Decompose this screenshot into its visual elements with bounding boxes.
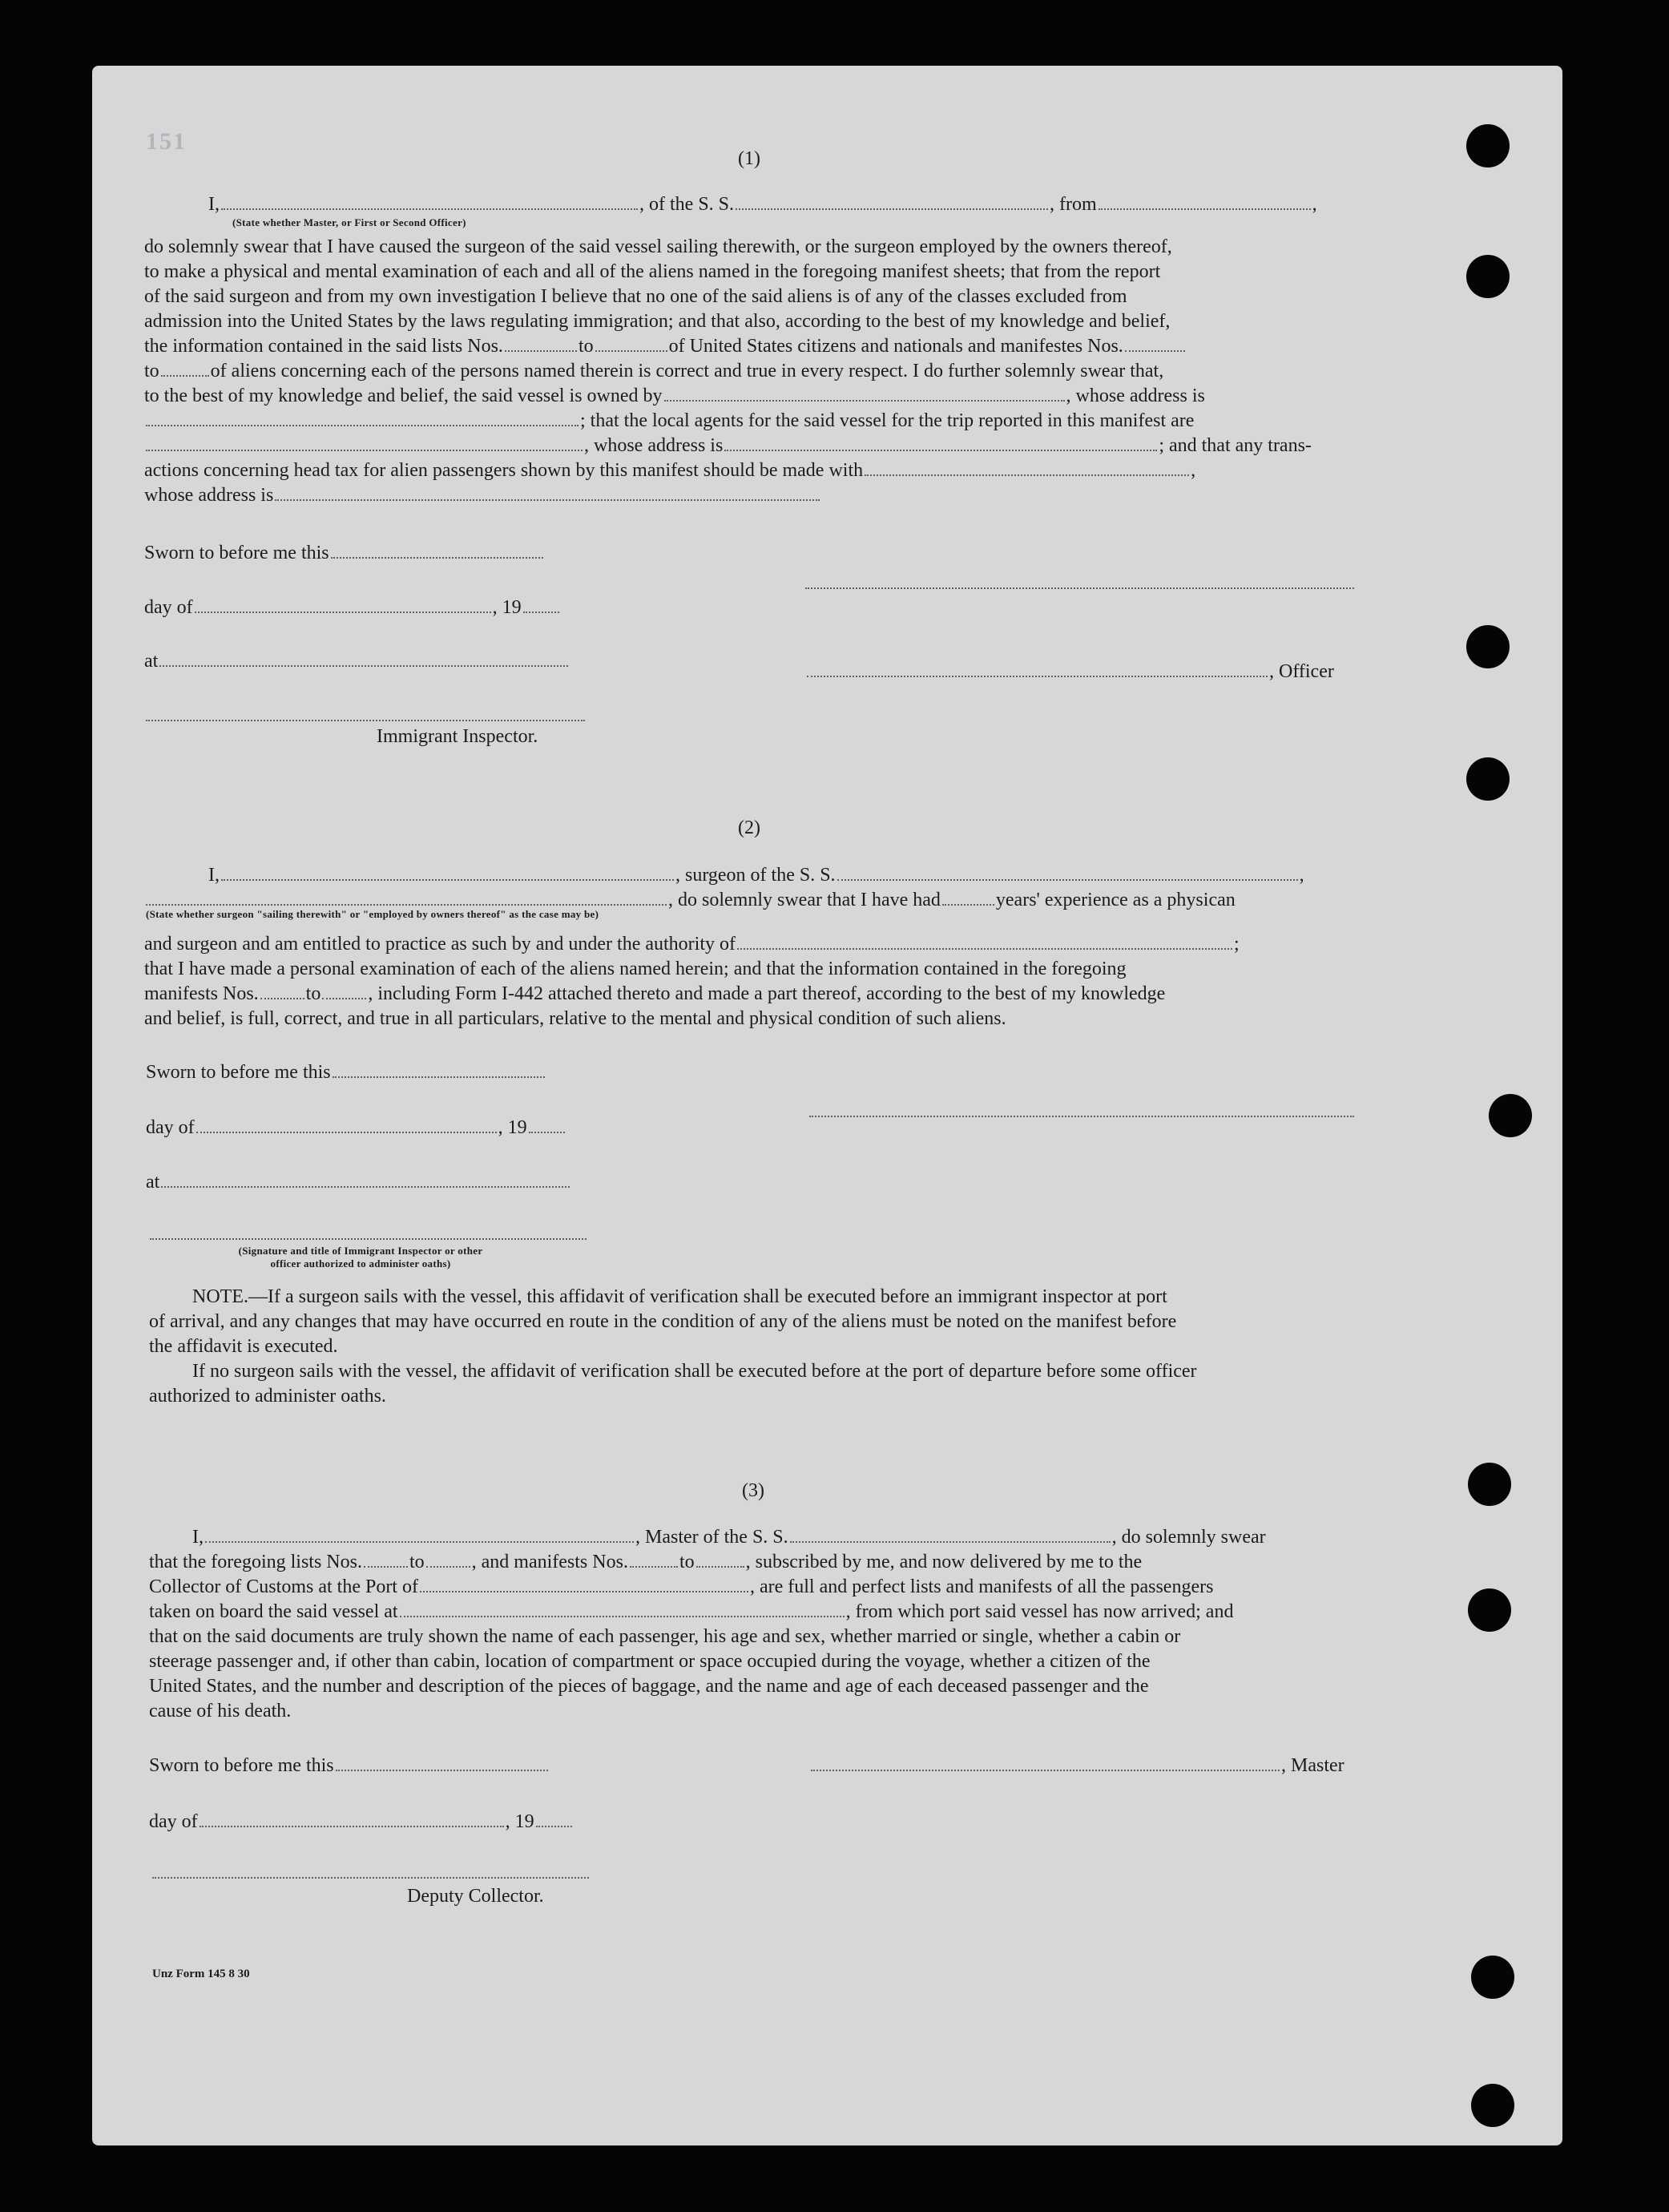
s2-line-4: that I have made a personal examination of each of the aliens named herein; and that the information contained in the foregoing — [144, 959, 1127, 979]
s1-inspector-line — [146, 720, 585, 721]
s1-inspector: Immigrant Inspector. — [377, 726, 538, 747]
punch-hole — [1466, 124, 1510, 168]
s1-paragraph-line: to make a physical and mental examination of each and all of the aliens named in the foregoing manifest sheets; that from the report — [144, 261, 1161, 282]
section-2-heading: (2) — [738, 817, 760, 838]
s2-sworn: Sworn to before me this — [146, 1060, 546, 1084]
s2-sig-caption-1: (Signature and title of Immigrant Inspector or other — [238, 1245, 483, 1257]
s3-line-2: that the foregoing lists Nos. to , and manifests Nos. to , subscribed by me, and now delivered by me to the — [149, 1552, 1143, 1572]
s2-line-5: manifests Nos. to , including Form I-442 attached thereto and made a part thereof, according to the best of my knowledge — [144, 983, 1166, 1004]
s1-dayof: day of , 19 — [144, 595, 561, 620]
s2-note-line: authorized to administer oaths. — [149, 1386, 386, 1407]
page-number: 151 — [146, 128, 187, 155]
s3-sworn: Sworn to before me this — [149, 1754, 550, 1778]
s2-caption: (State whether surgeon "sailing therewith" or "employed by owners thereof" as the case may be) — [146, 908, 599, 920]
punch-hole — [1468, 1588, 1511, 1632]
s3-paragraph-line: steerage passenger and, if other than cabin, location of compartment or space occupied during the voyage, whether a citizen of the — [149, 1651, 1151, 1672]
s1-caption: (State whether Master, or First or Second Officer) — [232, 216, 466, 228]
s2-line-6: and belief, is full, correct, and true in all particulars, relative to the mental and physical condition of such aliens. — [144, 1008, 1006, 1029]
s1-line-12: ; that the local agents for the said vessel for the trip reported in this manifest are — [144, 409, 1194, 433]
punch-hole — [1489, 1094, 1532, 1137]
s3-line-3: Collector of Customs at the Port of , are full and perfect lists and manifests of all the passengers — [149, 1576, 1214, 1597]
s1-line-13: , whose address is ; and that any trans- — [144, 434, 1312, 458]
s1-officer: , Officer — [805, 660, 1334, 684]
form-id: Unz Form 145 8 30 — [152, 1968, 250, 1980]
s2-note-line: the affidavit is executed. — [149, 1336, 338, 1357]
section-3-heading: (3) — [742, 1480, 764, 1501]
s2-dayof: day of , 19 — [146, 1116, 566, 1140]
s2-note-line: If no surgeon sails with the vessel, the affidavit of verification shall be executed before at the port of departure before some officer — [192, 1361, 1197, 1382]
s1-paragraph-line: do solemnly swear that I have caused the surgeon of the said vessel sailing therewith, or the surgeon employed by the owners thereof, — [144, 236, 1172, 257]
s2-note-line: NOTE.—If a surgeon sails with the vessel, this affidavit of verification shall be executed before an immigrant inspector at port — [192, 1286, 1167, 1307]
s1-line-14: actions concerning head tax for alien passengers shown by this manifest should be made with , — [144, 460, 1196, 481]
punch-hole — [1466, 757, 1510, 801]
section-1-heading: (1) — [738, 148, 760, 169]
s2-inspector-line — [150, 1238, 587, 1240]
s1-line-1: I, , of the S. S. , from , — [208, 194, 1317, 215]
s3-paragraph-line: cause of his death. — [149, 1701, 292, 1722]
s3-dayof: day of , 19 — [149, 1810, 574, 1834]
s1-line-15: whose address is — [144, 483, 821, 507]
s2-line-2: , do solemnly swear that I have had years' experience as a physican — [144, 888, 1236, 912]
s1-paragraph-line: of the said surgeon and from my own investigation I believe that no one of the said aliens is of any of the classes excluded from — [144, 286, 1127, 307]
s1-line-11: to the best of my knowledge and belief, the said vessel is owned by , whose address is — [144, 385, 1205, 406]
s3-deputy: Deputy Collector. — [407, 1886, 544, 1907]
s1-paragraph-line: admission into the United States by the laws regulating immigration; and that also, according to the best of my knowledge and belief, — [144, 311, 1171, 332]
s1-signature-line — [805, 587, 1354, 589]
s3-master: , Master — [809, 1754, 1344, 1778]
s3-line-4: taken on board the said vessel at , from which port said vessel has now arrived; and — [149, 1601, 1234, 1622]
s2-at: at — [146, 1170, 571, 1194]
s2-signature-line — [809, 1116, 1354, 1117]
s2-note-line: of arrival, and any changes that may have occurred en route in the condition of any of the aliens must be noted on the manifest before — [149, 1311, 1177, 1332]
s2-line-1: I, , surgeon of the S. S. , — [208, 865, 1304, 886]
s2-line-3: and surgeon and am entitled to practice as such by and under the authority of ; — [144, 934, 1240, 955]
punch-hole — [1471, 1956, 1514, 1999]
s1-line-9: the information contained in the said lists Nos. to of United States citizens and nationals and manifestes Nos. — [144, 334, 1187, 358]
punch-hole — [1466, 255, 1510, 298]
s3-paragraph-line: that on the said documents are truly shown the name of each passenger, his age and sex, whether married or single, whether a cabin or — [149, 1626, 1181, 1647]
s1-line-10: to of aliens concerning each of the persons named therein is correct and true in every respect. I do further solemnly swear that, — [144, 361, 1164, 381]
s1-at: at — [144, 649, 570, 673]
s3-paragraph-line: United States, and the number and description of the pieces of baggage, and the name and age of each deceased passenger and the — [149, 1676, 1149, 1697]
s3-collector-line — [152, 1877, 589, 1879]
punch-hole — [1466, 625, 1510, 668]
s2-sig-caption-2: officer authorized to administer oaths) — [270, 1257, 451, 1269]
punch-hole — [1471, 2084, 1514, 2127]
punch-hole — [1468, 1463, 1511, 1506]
s3-line-1: I, , Master of the S. S. , do solemnly swear — [192, 1527, 1266, 1548]
s1-sworn: Sworn to before me this — [144, 541, 545, 565]
